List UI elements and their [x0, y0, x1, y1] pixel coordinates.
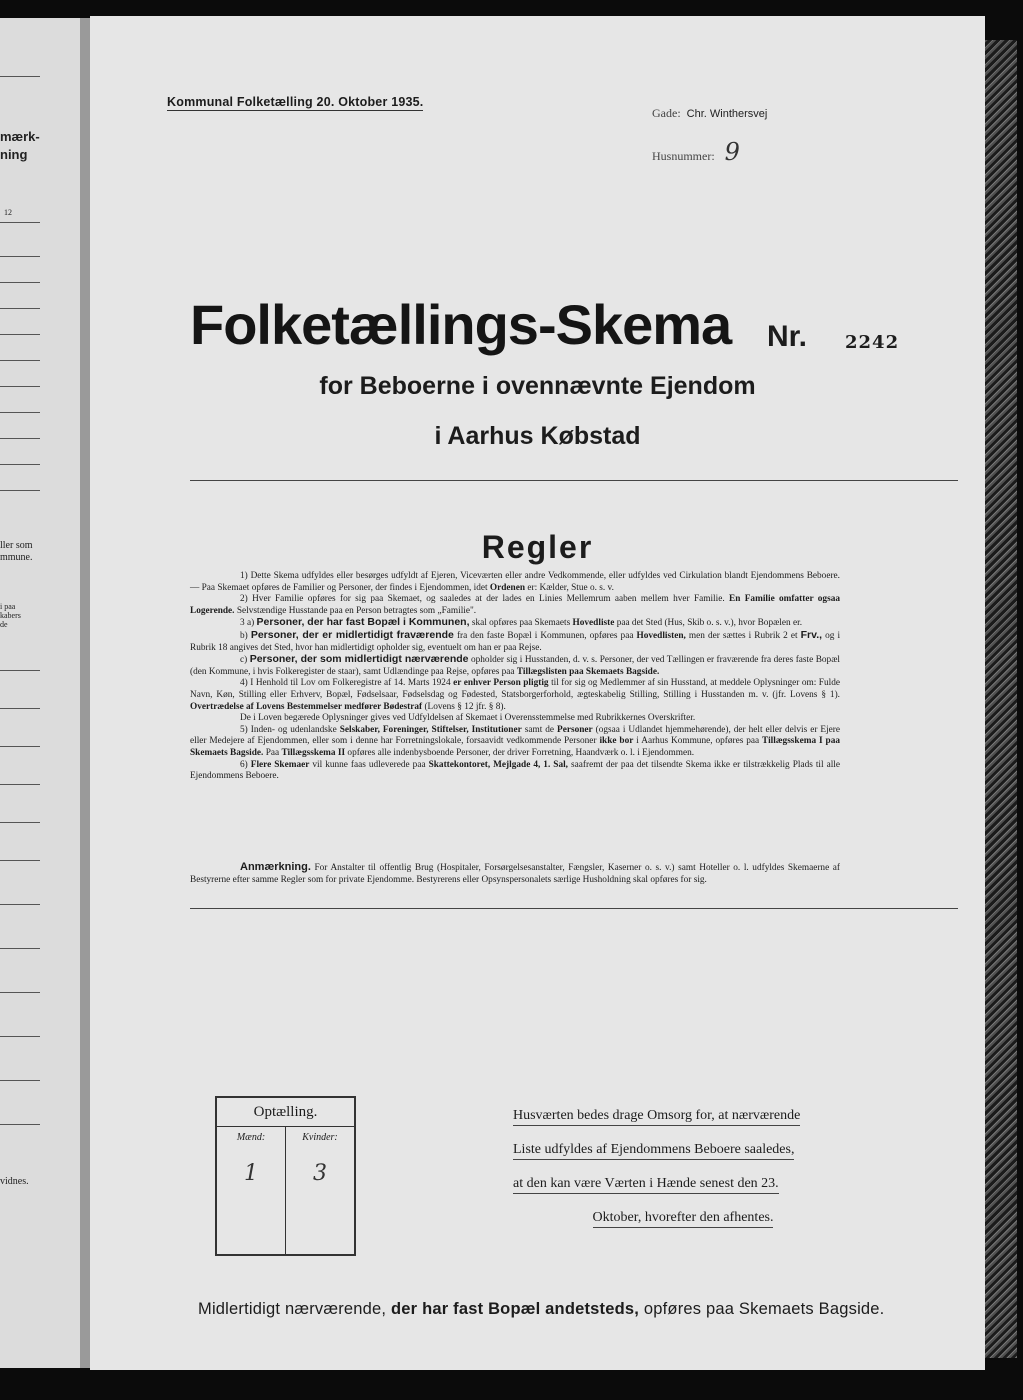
rule-line: [0, 1080, 40, 1081]
rule-line: [0, 1036, 40, 1037]
census-header-title: Kommunal Folketælling 20. Oktober 1935.: [167, 95, 424, 109]
form-subtitle-city: i Aarhus Købstad: [434, 422, 641, 450]
women-label: Kvinder:: [302, 1132, 338, 1143]
rule-line: [0, 490, 40, 491]
form-number-value: 2242: [845, 332, 900, 353]
rules-heading: Regler: [481, 529, 594, 565]
rule-line: [0, 860, 40, 861]
street-label: Gade:: [652, 106, 681, 120]
rule-4-continued: De i Loven begærede Oplysninger gives ved Udfyldelsen af Skemaet i Overensstemmelse med Rubrikkernes Overskrifter.: [240, 713, 696, 724]
rule-line: [0, 1124, 40, 1125]
rule-1: 1) Dette Skema udfyldes eller besørges udfyldt af Ejeren, Viceværten eller andre Vedkommende, eller udfyldes ved Cirkulation blandt Ejendommens Beboere. — Paa Skemaet opføres de Familier og Personer, der findes i Ejendommen, idet Ordenen er: Kælder, Stue o. s. v.: [190, 571, 840, 593]
left-page-fragment: i paa kabers de: [0, 602, 21, 630]
rule-line: [0, 282, 40, 283]
women-column: [286, 1126, 354, 1254]
rule-line: [0, 76, 40, 77]
rule-line: [0, 784, 40, 785]
footer-bold-part: der har fast Bopæl andetsteds,: [391, 1300, 640, 1318]
census-form-page: [90, 16, 985, 1370]
count-box: [215, 1096, 356, 1256]
rule-5: 5) Inden- og udenlandske Selskaber, Foreninger, Stiftelser, Institutioner samt de Personer (ogsaa i Udlandet hjemmehørende), der helt eller delvis er Ejere eller Medejere af Ejendommen, eller som i denne har Forretningslokale, forsaavidt vedkommende Personer ikke bor i Aarhus Kommune, opføres paa Tillægsskema I paa Skemaets Bagside. Paa Tillægsskema II opføres alle indenbysboende Personer, der driver Forretning, Haandværk o. l. i Ejendommen.: [190, 724, 841, 758]
men-column: [217, 1126, 286, 1254]
rule-line: [0, 334, 40, 335]
rule-line: [0, 438, 40, 439]
footer-part: opføres paa Skemaets Bagside.: [643, 1300, 885, 1318]
landlord-instructions: [513, 1106, 853, 1242]
form-title: Folketællings-Skema: [190, 293, 732, 356]
instruction-line: Liste udfyldes af Ejendommens Beboere saaledes,: [513, 1142, 794, 1160]
left-facing-page: [0, 18, 80, 1368]
street-value: Chr. Winthersvej: [686, 108, 768, 120]
rule-line: [0, 386, 40, 387]
street-field: [652, 104, 767, 122]
rule-3c: c) Personer, der som midlertidigt nærværende opholder sig i Husstanden, d. v. s. Personer, der ved Tællingen er fraværende fra deres faste Bopæl (den Kommune, i hvis Folkeregister de staar), samt Udlændinge paa Rejse, opføres paa Tillægslisten paa Skemaets Bagside.: [190, 653, 840, 677]
form-number-label: Nr.: [767, 320, 808, 353]
instruction-line: at den kan være Værten i Hænde senest den 23.: [513, 1176, 779, 1194]
rule-line: [0, 708, 40, 709]
men-label: Mænd:: [236, 1132, 266, 1143]
form-subtitle: for Beboerne i ovennævnte Ejendom: [319, 372, 756, 400]
rule-line: [0, 992, 40, 993]
rule-6: 6) Flere Skemaer vil kunne faas udleverede paa Skattekontoret, Mejlgade 4, 1. Sal, saafremt der paa det tilsendte Skema ikke er tilstrækkelig Plads til alle Ejendommens Beboere.: [190, 759, 841, 782]
rule-3b: b) Personer, der er midlertidigt fraværende fra den faste Bopæl i Kommunen, opføres paa Hovedlisten, men der sættes i Rubrik 2 et Frv., og i Rubrik 18 angives det Sted, hvor han midlertidigt opholder sig, eventuelt om han er paa Rejse.: [190, 628, 841, 653]
rule-line: [0, 948, 40, 949]
rule-line: [0, 904, 40, 905]
rule-line: [0, 746, 40, 747]
rule-line: [0, 256, 40, 257]
page-stack-edge: [985, 40, 1017, 1358]
instruction-line: Oktober, hvorefter den afhentes.: [593, 1210, 774, 1228]
remark-label: Anmærkning.: [240, 861, 311, 873]
rules-text: [190, 571, 840, 783]
book-spine: [80, 18, 90, 1368]
rule-line: [0, 670, 40, 671]
rule-line: [0, 822, 40, 823]
left-page-fragment: vidnes.: [0, 1176, 29, 1187]
rule-line: [0, 360, 40, 361]
footer-part: Midlertidigt nærværende,: [198, 1300, 387, 1318]
house-number-field: [652, 138, 740, 166]
footer-note: [198, 1300, 884, 1319]
house-number-value: 9: [724, 138, 740, 166]
divider: [190, 908, 958, 909]
instruction-line: Husværten bedes drage Omsorg for, at nærværende: [513, 1108, 800, 1126]
rule-line: [0, 412, 40, 413]
rule-2: 2) Hver Familie opføres for sig paa Skemaet, og saaledes at der lades en Linies Mellemrum aaben mellem hver Familie. En Familie omfatter ogsaa Logerende. Selvstændige Husstande paa en Person betragtes som „Familie".: [190, 594, 840, 616]
rule-line: [0, 308, 40, 309]
divider: [190, 480, 958, 481]
count-box-title: Optælling.: [217, 1098, 354, 1127]
left-page-number: 12: [4, 208, 12, 217]
rule-4: 4) I Henhold til Lov om Folkeregistre af 14. Marts 1924 er enhver Person pligtig til for sig og Medlemmer af sin Husstand, at meddele Oplysninger om: Fulde Navn, Køn, Stilling eller Erhverv, Bopæl, Fødselsaar, Fødselsdag og Fødested, Statsborgerforhold, ægteskabelig Stilling, Stilling i Husstanden m. v. (jfr. Lovens § 1). Overtrædelse af Lovens Bestemmelser medfører Bødestraf (Lovens § 12 jfr. § 8).: [190, 678, 840, 712]
rule-line: [0, 464, 40, 465]
women-count: 3: [313, 1161, 327, 1186]
left-page-fragment: ller som mmune.: [0, 540, 33, 563]
remark-text: For Anstalter til offentlig Brug (Hospitaler, Forsørgelsesanstalter, Fængsler, Kaserner o. s. v.) samt Hoteller o. l. udfyldes Skemaerne af Bestyrerne efter samme Regler som for private Ejendomme. Bestyrerens eller Opsynspersonalets særlige Husholdning skal opføres for sig.: [190, 863, 840, 885]
house-number-label: Husnummer:: [652, 149, 715, 163]
left-page-fragment: mærk- ning: [0, 129, 40, 162]
men-count: 1: [244, 1161, 258, 1186]
rule-3a: 3 a) Personer, der har fast Bopæl i Kommunen, skal opføres paa Skemaets Hovedliste paa det Sted (Hus, Skib o. s. v.), hvor Bopælen er.: [240, 616, 803, 629]
rule-line: [0, 222, 40, 223]
remark-note: [190, 862, 840, 886]
